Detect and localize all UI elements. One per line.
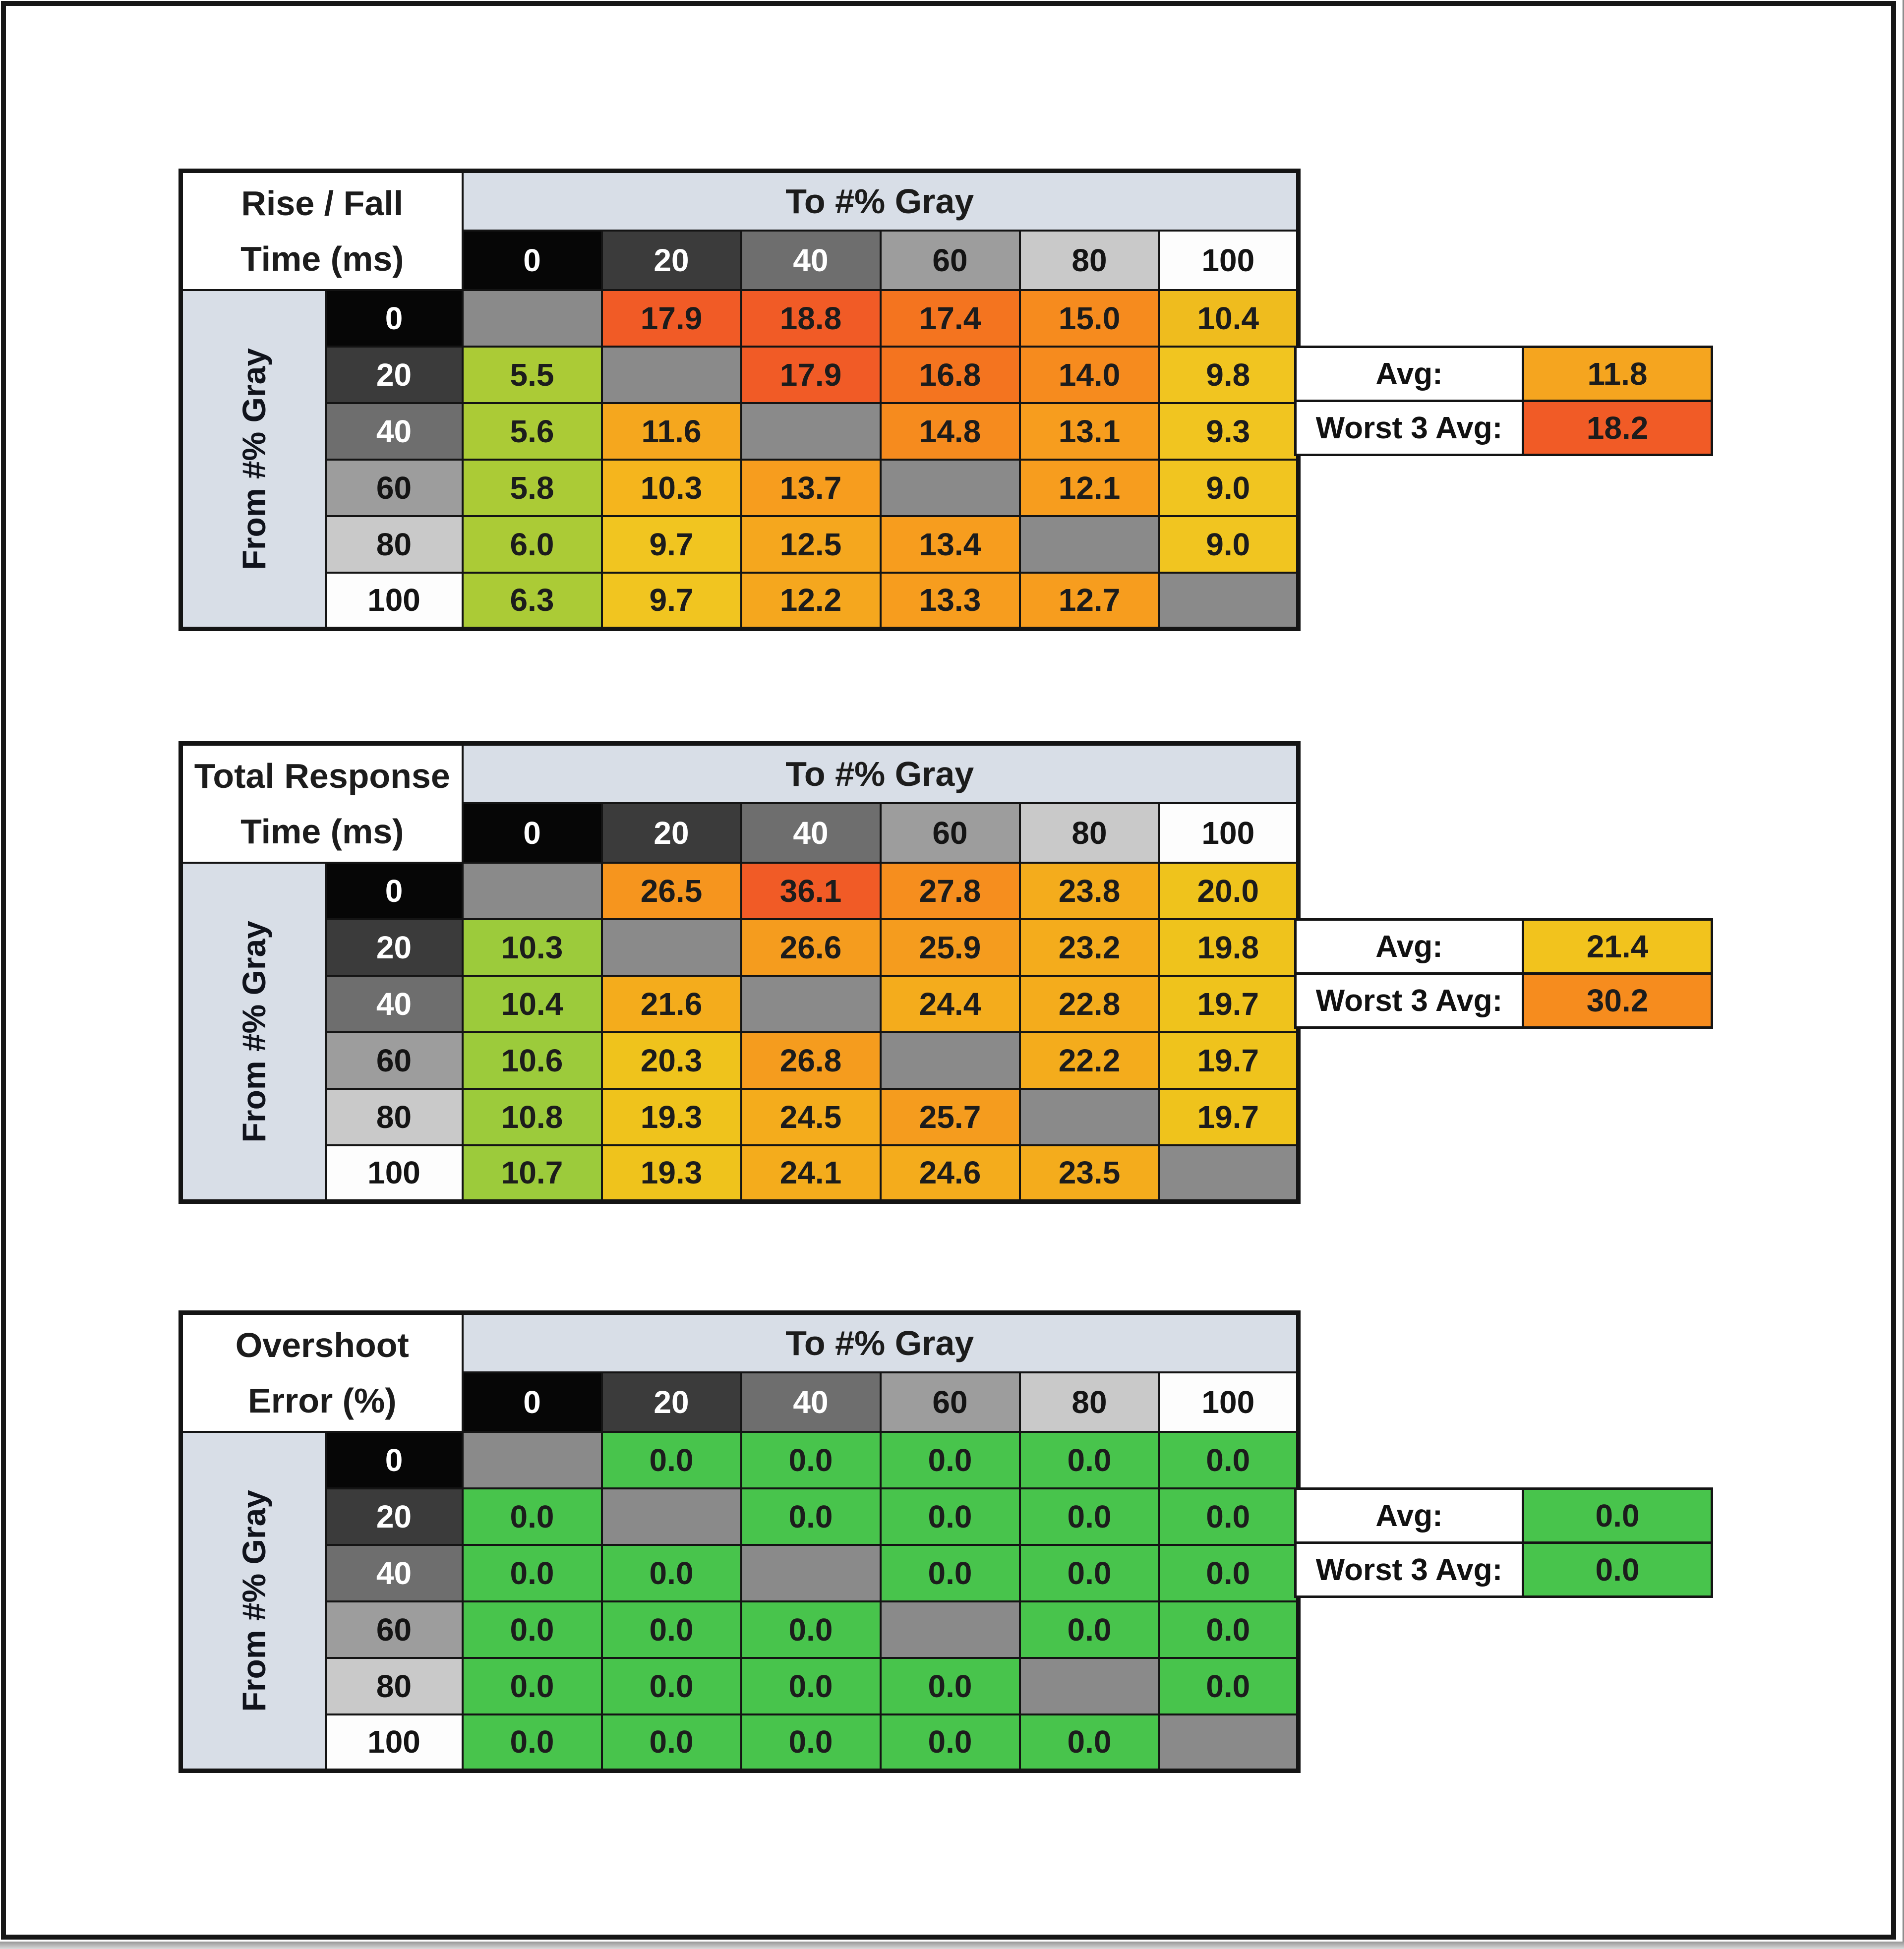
value-cell: 0.0	[463, 1601, 602, 1658]
value-cell: 13.4	[881, 516, 1020, 573]
value-cell: 36.1	[741, 863, 881, 919]
value-cell: 14.8	[881, 403, 1020, 460]
avg-row	[1294, 346, 1716, 402]
value-cell: 10.8	[463, 1089, 602, 1145]
value-cell: 22.8	[1020, 976, 1159, 1032]
diagonal-cell	[741, 976, 881, 1032]
value-cell: 0.0	[1159, 1545, 1299, 1601]
worst3avg-label: Worst 3 Avg:	[1294, 972, 1524, 1029]
row-axis-title-text: From #% Gray	[235, 920, 272, 1142]
value-cell: 9.0	[1159, 516, 1299, 573]
value-cell: 0.0	[881, 1658, 1020, 1714]
value-cell: 23.5	[1020, 1145, 1159, 1202]
value-cell: 20.0	[1159, 863, 1299, 919]
value-cell: 25.9	[881, 919, 1020, 976]
value-cell: 13.3	[881, 573, 1020, 629]
row-axis-title-text: From #% Gray	[235, 348, 272, 570]
value-cell: 15.0	[1020, 290, 1159, 347]
col-header-100: 100	[1159, 803, 1299, 863]
worst3avg-value: 0.0	[1524, 1541, 1713, 1598]
value-cell: 17.9	[602, 290, 741, 347]
value-cell: 6.0	[463, 516, 602, 573]
value-cell: 16.8	[881, 347, 1020, 403]
value-cell: 22.2	[1020, 1032, 1159, 1089]
table-title-line2: Time (ms)	[240, 812, 404, 851]
avg-label: Avg:	[1294, 918, 1524, 975]
value-cell: 13.1	[1020, 403, 1159, 460]
diagonal-cell	[602, 1488, 741, 1545]
col-header-20: 20	[602, 803, 741, 863]
value-cell: 26.6	[741, 919, 881, 976]
value-cell: 24.6	[881, 1145, 1020, 1202]
value-cell: 0.0	[1020, 1545, 1159, 1601]
diagonal-cell	[602, 347, 741, 403]
value-cell: 25.7	[881, 1089, 1020, 1145]
col-header-0: 0	[463, 1372, 602, 1432]
value-cell: 19.3	[602, 1145, 741, 1202]
value-cell: 12.2	[741, 573, 881, 629]
value-cell: 10.3	[463, 919, 602, 976]
avg-value: 11.8	[1524, 346, 1713, 402]
overshoot-error-section	[178, 1310, 1640, 1773]
table-title-line2: Time (ms)	[240, 239, 404, 278]
avg-value: 0.0	[1524, 1487, 1713, 1544]
total-response-time-section	[178, 741, 1649, 1204]
value-cell: 0.0	[463, 1658, 602, 1714]
table-title-line1: Overshoot	[235, 1325, 409, 1364]
overshoot-error-summary	[1294, 1487, 1716, 1598]
worst3avg-row	[1294, 400, 1716, 456]
value-cell: 19.7	[1159, 976, 1299, 1032]
diagonal-cell	[1020, 1658, 1159, 1714]
value-cell: 9.8	[1159, 347, 1299, 403]
value-cell: 0.0	[1020, 1714, 1159, 1771]
row-header-20: 20	[326, 347, 463, 403]
value-cell: 0.0	[1020, 1432, 1159, 1488]
row-header-60: 60	[326, 1032, 463, 1089]
diagonal-cell	[1159, 1714, 1299, 1771]
value-cell: 0.0	[881, 1488, 1020, 1545]
col-header-60: 60	[881, 1372, 1020, 1432]
col-header-100: 100	[1159, 231, 1299, 290]
value-cell: 0.0	[463, 1714, 602, 1771]
rise-fall-time-section	[178, 169, 1649, 631]
value-cell: 0.0	[741, 1488, 881, 1545]
value-cell: 0.0	[602, 1601, 741, 1658]
value-cell: 10.6	[463, 1032, 602, 1089]
value-cell: 0.0	[463, 1545, 602, 1601]
overshoot-error-table	[178, 1310, 1301, 1773]
diagonal-cell	[881, 1601, 1020, 1658]
value-cell: 0.0	[881, 1545, 1020, 1601]
col-axis-title: To #% Gray	[463, 744, 1299, 803]
value-cell: 10.4	[1159, 290, 1299, 347]
value-cell: 13.7	[741, 460, 881, 516]
value-cell: 9.3	[1159, 403, 1299, 460]
value-cell: 5.6	[463, 403, 602, 460]
table-title	[181, 1313, 463, 1432]
worst3avg-value: 18.2	[1524, 400, 1713, 456]
row-axis-title	[181, 1432, 326, 1771]
col-axis-title: To #% Gray	[463, 171, 1299, 231]
col-header-0: 0	[463, 231, 602, 290]
row-header-20: 20	[326, 1488, 463, 1545]
value-cell: 23.2	[1020, 919, 1159, 976]
value-cell: 0.0	[602, 1432, 741, 1488]
value-cell: 27.8	[881, 863, 1020, 919]
value-cell: 9.0	[1159, 460, 1299, 516]
col-header-80: 80	[1020, 803, 1159, 863]
rise-fall-time-table	[178, 169, 1301, 631]
value-cell: 0.0	[881, 1432, 1020, 1488]
worst3avg-row	[1294, 972, 1716, 1029]
diagonal-cell	[463, 290, 602, 347]
value-cell: 5.8	[463, 460, 602, 516]
diagonal-cell	[1020, 1089, 1159, 1145]
row-header-60: 60	[326, 460, 463, 516]
value-cell: 0.0	[602, 1714, 741, 1771]
diagonal-cell	[741, 1545, 881, 1601]
row-header-80: 80	[326, 1089, 463, 1145]
value-cell: 12.1	[1020, 460, 1159, 516]
value-cell: 19.7	[1159, 1089, 1299, 1145]
value-cell: 0.0	[1159, 1601, 1299, 1658]
value-cell: 0.0	[881, 1714, 1020, 1771]
value-cell: 24.4	[881, 976, 1020, 1032]
row-header-40: 40	[326, 403, 463, 460]
value-cell: 17.9	[741, 347, 881, 403]
diagonal-cell	[463, 863, 602, 919]
value-cell: 0.0	[602, 1545, 741, 1601]
value-cell: 0.0	[741, 1658, 881, 1714]
row-axis-title	[181, 863, 326, 1202]
row-header-0: 0	[326, 290, 463, 347]
total-response-time-summary	[1294, 918, 1716, 1029]
row-header-0: 0	[326, 863, 463, 919]
col-header-40: 40	[741, 1372, 881, 1432]
row-axis-title	[181, 290, 326, 629]
row-header-0: 0	[326, 1432, 463, 1488]
avg-row	[1294, 1487, 1716, 1544]
diagonal-cell	[1159, 1145, 1299, 1202]
table-title	[181, 171, 463, 290]
col-header-100: 100	[1159, 1372, 1299, 1432]
value-cell: 20.3	[602, 1032, 741, 1089]
value-cell: 24.1	[741, 1145, 881, 1202]
row-header-80: 80	[326, 1658, 463, 1714]
value-cell: 23.8	[1020, 863, 1159, 919]
value-cell: 19.3	[602, 1089, 741, 1145]
value-cell: 0.0	[1020, 1488, 1159, 1545]
col-header-80: 80	[1020, 1372, 1159, 1432]
diagonal-cell	[1020, 516, 1159, 573]
value-cell: 5.5	[463, 347, 602, 403]
value-cell: 26.5	[602, 863, 741, 919]
value-cell: 0.0	[1020, 1601, 1159, 1658]
col-header-0: 0	[463, 803, 602, 863]
rise-fall-time-summary	[1294, 346, 1716, 456]
value-cell: 19.8	[1159, 919, 1299, 976]
diagonal-cell	[881, 460, 1020, 516]
col-header-60: 60	[881, 231, 1020, 290]
row-axis-title-text: From #% Gray	[235, 1489, 272, 1712]
row-header-100: 100	[326, 573, 463, 629]
value-cell: 24.5	[741, 1089, 881, 1145]
col-header-40: 40	[741, 803, 881, 863]
table-title-line1: Total Response	[194, 756, 450, 795]
avg-label: Avg:	[1294, 1487, 1524, 1544]
avg-row	[1294, 918, 1716, 975]
value-cell: 11.6	[602, 403, 741, 460]
row-header-60: 60	[326, 1601, 463, 1658]
col-header-80: 80	[1020, 231, 1159, 290]
value-cell: 0.0	[1159, 1488, 1299, 1545]
value-cell: 18.8	[741, 290, 881, 347]
worst3avg-row	[1294, 1541, 1716, 1598]
col-header-20: 20	[602, 1372, 741, 1432]
row-header-20: 20	[326, 919, 463, 976]
value-cell: 10.7	[463, 1145, 602, 1202]
value-cell: 0.0	[1159, 1432, 1299, 1488]
table-title-line2: Error (%)	[248, 1381, 397, 1420]
diagonal-cell	[463, 1432, 602, 1488]
col-header-60: 60	[881, 803, 1020, 863]
col-header-20: 20	[602, 231, 741, 290]
value-cell: 26.8	[741, 1032, 881, 1089]
total-response-time-table	[178, 741, 1301, 1204]
value-cell: 17.4	[881, 290, 1020, 347]
row-header-40: 40	[326, 1545, 463, 1601]
avg-label: Avg:	[1294, 346, 1524, 402]
table-title-line1: Rise / Fall	[241, 183, 404, 223]
value-cell: 0.0	[741, 1601, 881, 1658]
value-cell: 0.0	[741, 1432, 881, 1488]
diagonal-cell	[1159, 573, 1299, 629]
value-cell: 0.0	[741, 1714, 881, 1771]
row-header-80: 80	[326, 516, 463, 573]
worst3avg-label: Worst 3 Avg:	[1294, 400, 1524, 456]
value-cell: 21.6	[602, 976, 741, 1032]
value-cell: 14.0	[1020, 347, 1159, 403]
diagonal-cell	[881, 1032, 1020, 1089]
window-bottom-strip	[0, 1942, 1904, 1949]
row-header-100: 100	[326, 1145, 463, 1202]
value-cell: 12.5	[741, 516, 881, 573]
col-axis-title: To #% Gray	[463, 1313, 1299, 1372]
diagonal-cell	[741, 403, 881, 460]
value-cell: 9.7	[602, 516, 741, 573]
col-header-40: 40	[741, 231, 881, 290]
value-cell: 0.0	[602, 1658, 741, 1714]
value-cell: 12.7	[1020, 573, 1159, 629]
value-cell: 0.0	[463, 1488, 602, 1545]
value-cell: 0.0	[1159, 1658, 1299, 1714]
value-cell: 9.7	[602, 573, 741, 629]
value-cell: 10.4	[463, 976, 602, 1032]
avg-value: 21.4	[1524, 918, 1713, 975]
worst3avg-label: Worst 3 Avg:	[1294, 1541, 1524, 1598]
diagonal-cell	[602, 919, 741, 976]
table-title	[181, 744, 463, 863]
value-cell: 10.3	[602, 460, 741, 516]
row-header-40: 40	[326, 976, 463, 1032]
value-cell: 6.3	[463, 573, 602, 629]
value-cell: 19.7	[1159, 1032, 1299, 1089]
row-header-100: 100	[326, 1714, 463, 1771]
worst3avg-value: 30.2	[1524, 972, 1713, 1029]
